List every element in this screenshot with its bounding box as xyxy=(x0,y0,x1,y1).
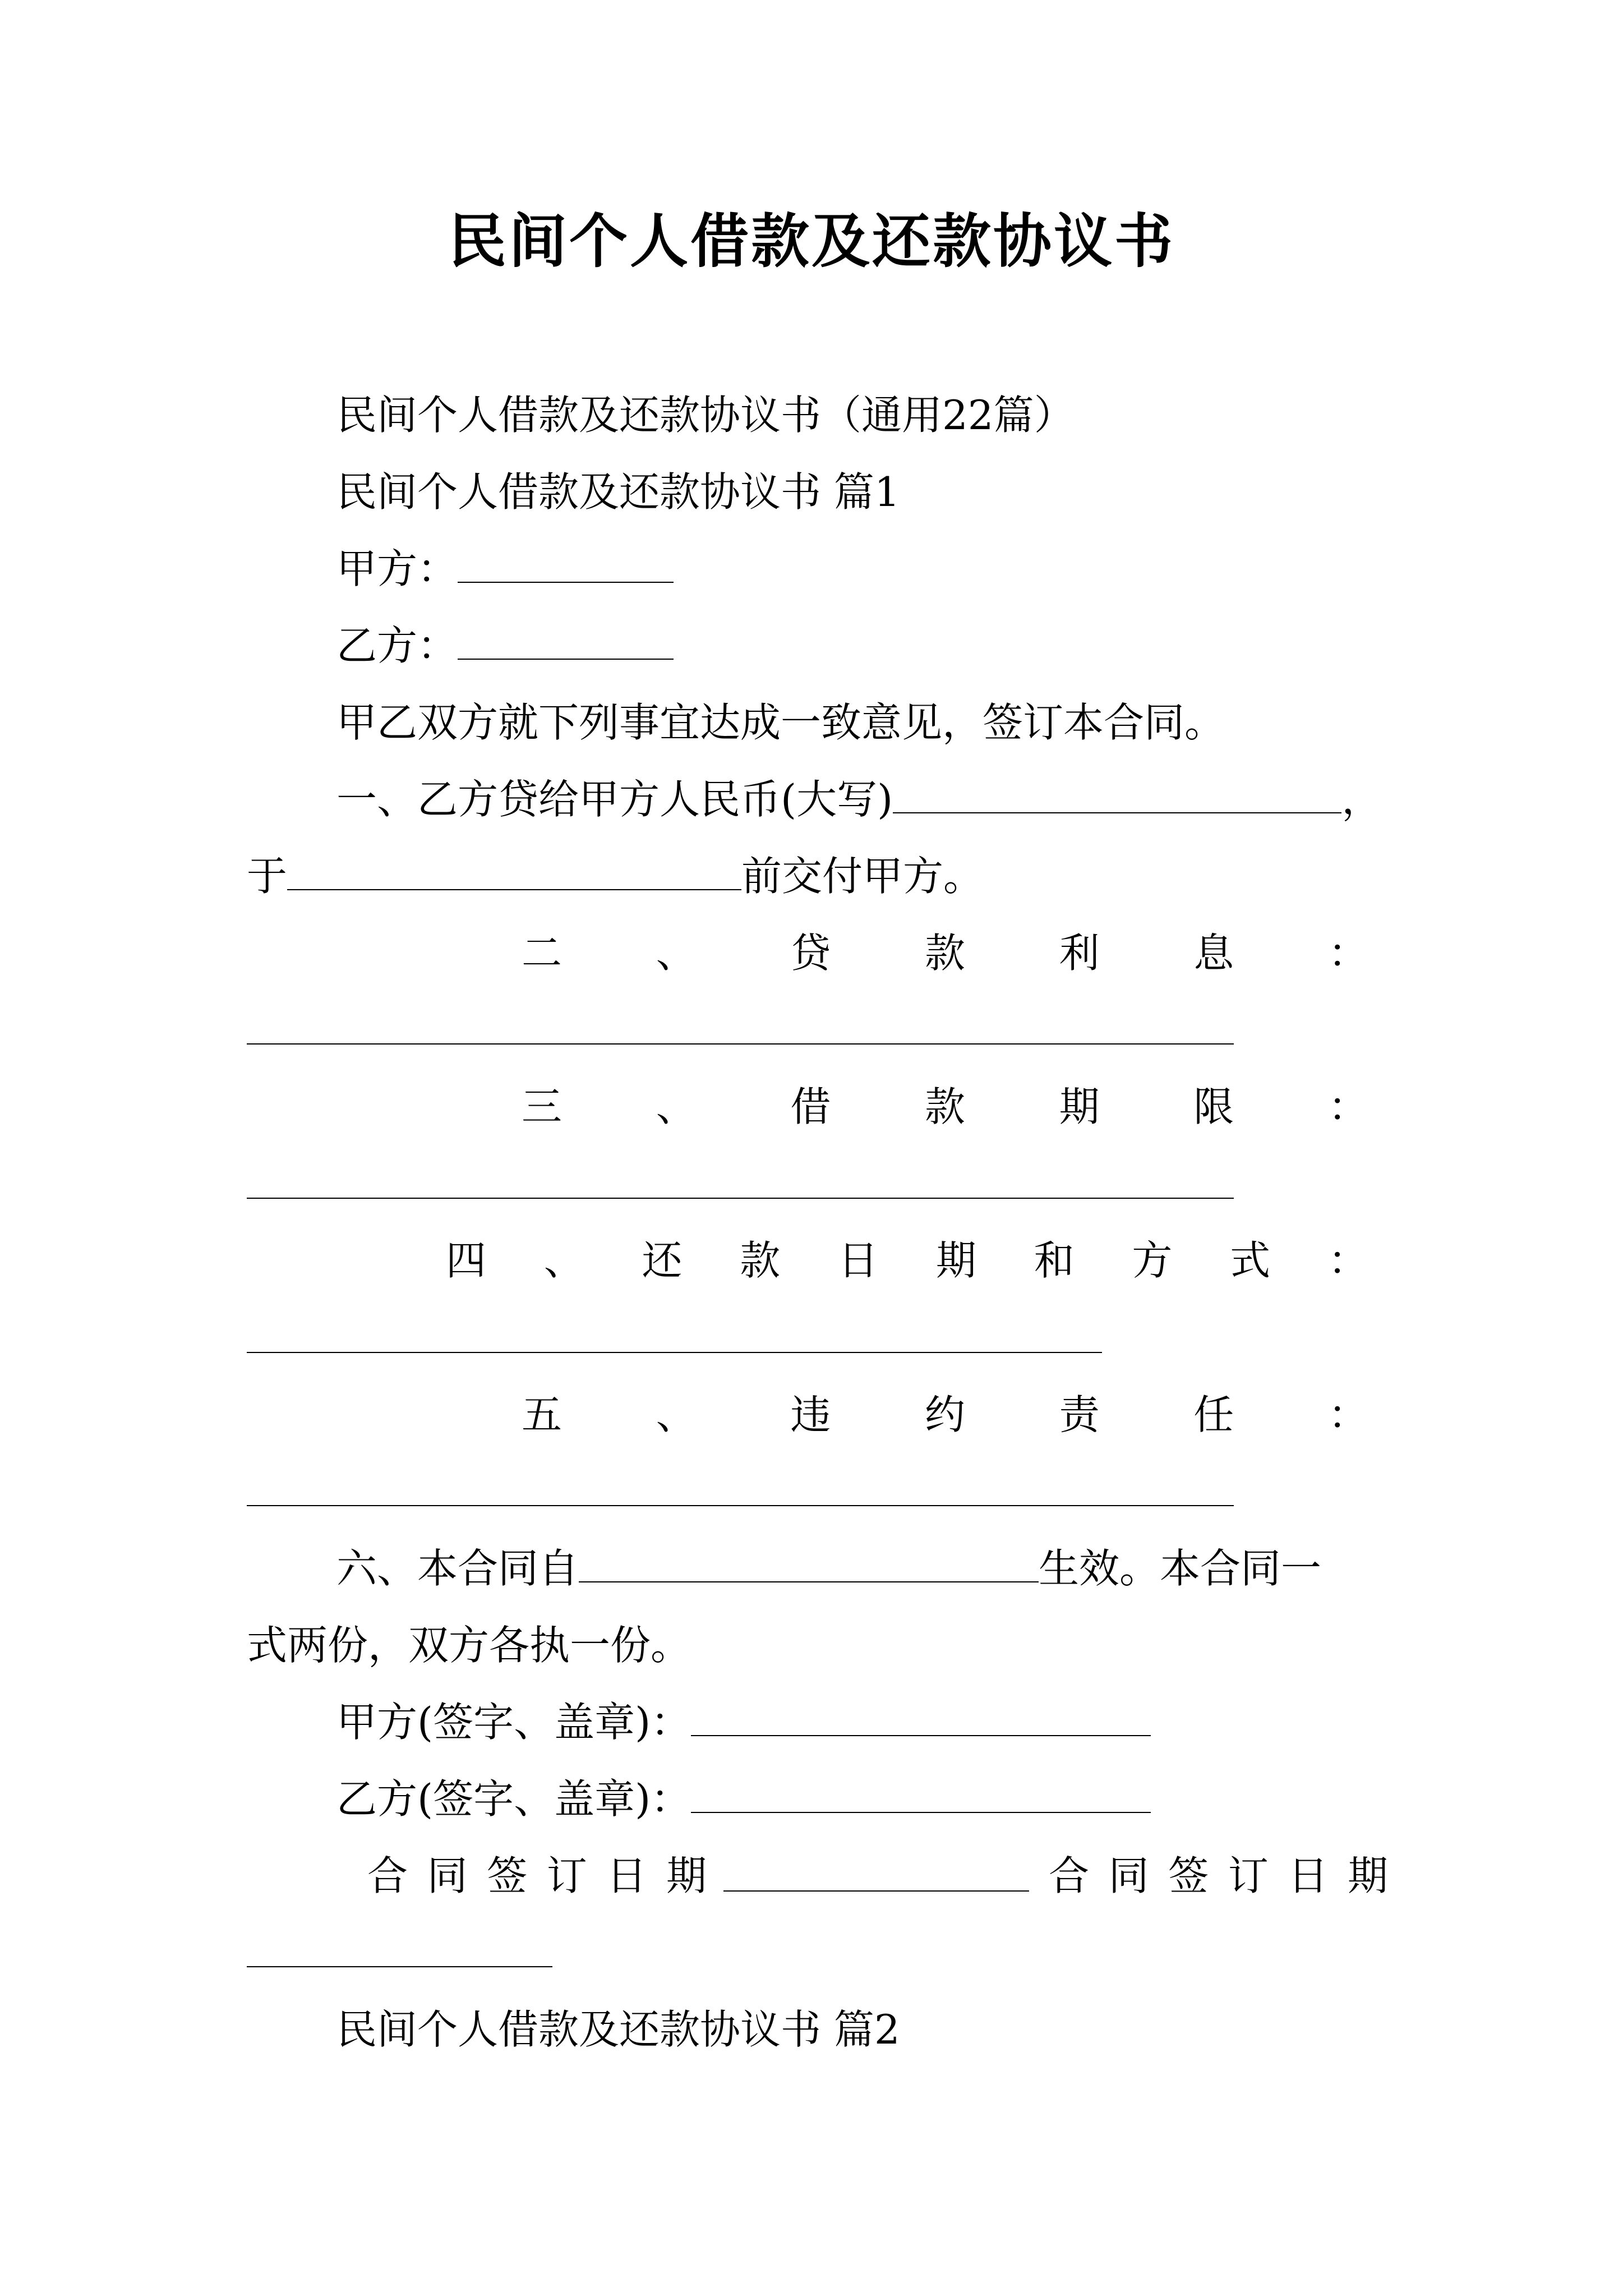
clause-5-heading xyxy=(522,1384,1368,1446)
clause-2-char: ： xyxy=(1327,930,1368,977)
clause-3-char: 借 xyxy=(790,1083,831,1130)
section-heading-1: 民间个人借款及还款协议书 篇1 xyxy=(336,468,900,516)
sign-date-char: 日 xyxy=(1288,1852,1329,1899)
sign-b-blank xyxy=(691,1773,1151,1813)
clause-5-blank xyxy=(247,1505,1234,1506)
clause-1-text: 一、乙方贷给甲方人民币(大写) xyxy=(336,776,893,823)
amount-blank xyxy=(893,773,1341,813)
clause-4-char: 方 xyxy=(1132,1237,1173,1284)
clause-3-char: 款 xyxy=(924,1083,965,1130)
sign-date-char: 日 xyxy=(606,1852,647,1899)
clause-2-char: 息 xyxy=(1193,930,1234,977)
clause-3-heading xyxy=(522,1076,1368,1138)
clause-1-suffix: 前交付甲方。 xyxy=(741,853,984,900)
intro-paragraph: 甲乙双方就下列事宜达成一致意见，签订本合同。 xyxy=(336,699,1225,746)
clause-5-char: 五 xyxy=(522,1391,562,1438)
sign-date-char: 合 xyxy=(367,1852,408,1899)
sign-date-label-2 xyxy=(1049,1845,1388,1907)
clause-4-blank xyxy=(247,1352,1102,1353)
clause-5-char: ： xyxy=(1327,1391,1368,1438)
sign-date-char: 期 xyxy=(666,1852,707,1899)
sign-date-char: 期 xyxy=(1347,1852,1388,1899)
clause-4-char: 期 xyxy=(935,1237,976,1284)
clause-4-char: 还 xyxy=(642,1237,683,1284)
clause-3-char: 三 xyxy=(522,1083,562,1130)
clause-4-char: 款 xyxy=(740,1237,781,1284)
clause-6-line-b: 式两份，双方各执一份。 xyxy=(247,1622,691,1669)
clause-4-heading xyxy=(446,1230,1368,1291)
document-subtitle: 民间个人借款及还款协议书（通用22篇） xyxy=(336,392,1075,439)
clause-5-char: 违 xyxy=(790,1391,831,1438)
party-b-label: 乙方： xyxy=(336,622,458,669)
clause-5-char: 约 xyxy=(924,1391,965,1438)
sign-a-label: 甲方(签字、盖章)： xyxy=(336,1699,691,1746)
clause-4-char: 式 xyxy=(1230,1237,1271,1284)
sign-a-line xyxy=(336,1691,1151,1753)
clause-4-char: 日 xyxy=(838,1237,879,1284)
sign-date-char: 同 xyxy=(427,1852,468,1899)
clause-2-char: 利 xyxy=(1059,930,1100,977)
clause-2-char: 、 xyxy=(656,930,697,977)
clause-4-char: ： xyxy=(1327,1237,1368,1284)
clause-6-text-b: 生效。本合同一 xyxy=(1039,1545,1322,1592)
clause-4-char: 和 xyxy=(1034,1237,1075,1284)
effective-date-blank xyxy=(579,1542,1039,1582)
clause-1-line-a xyxy=(336,769,1382,830)
clause-6-text-a: 六、本合同自 xyxy=(336,1545,579,1592)
clause-6-line-a xyxy=(336,1538,1321,1599)
clause-3-char: 、 xyxy=(656,1083,697,1130)
party-a-line xyxy=(336,538,674,600)
delivery-date-blank xyxy=(287,850,741,890)
clause-2-heading xyxy=(522,922,1368,984)
sign-b-label: 乙方(签字、盖章)： xyxy=(336,1775,691,1823)
sign-date-char: 签 xyxy=(487,1852,528,1899)
clause-3-char: 限 xyxy=(1193,1083,1234,1130)
clause-4-char: 四 xyxy=(446,1237,487,1284)
clause-3-char: ： xyxy=(1327,1083,1368,1130)
sign-date-char: 签 xyxy=(1168,1852,1209,1899)
document-title: 民间个人借款及还款协议书 xyxy=(448,206,1175,275)
sign-date-blank-1 xyxy=(723,1890,1029,1892)
clause-5-char: 、 xyxy=(656,1391,697,1438)
sign-date-char: 同 xyxy=(1108,1852,1149,1899)
sign-date-char: 订 xyxy=(546,1852,587,1899)
clause-3-blank xyxy=(247,1198,1234,1199)
clause-1-line-b xyxy=(247,845,984,907)
clause-5-char: 任 xyxy=(1193,1391,1234,1438)
sign-date-label-1 xyxy=(367,1845,707,1907)
clause-2-char: 贷 xyxy=(790,930,831,977)
sign-date-blank-2 xyxy=(247,1966,552,1967)
sign-b-line xyxy=(336,1768,1151,1830)
party-b-line xyxy=(336,615,674,677)
party-b-blank xyxy=(458,619,674,660)
party-a-label: 甲方： xyxy=(336,545,458,592)
clause-1-comma: ， xyxy=(1341,776,1382,823)
clause-5-char: 责 xyxy=(1059,1391,1100,1438)
clause-3-char: 期 xyxy=(1059,1083,1100,1130)
clause-2-char: 二 xyxy=(522,930,562,977)
section-heading-2: 民间个人借款及还款协议书 篇2 xyxy=(336,2006,900,2053)
party-a-blank xyxy=(458,542,674,583)
sign-date-char: 合 xyxy=(1049,1852,1090,1899)
sign-date-char: 订 xyxy=(1228,1852,1269,1899)
clause-2-char: 款 xyxy=(924,930,965,977)
sign-a-blank xyxy=(691,1696,1151,1736)
clause-4-char: 、 xyxy=(543,1237,584,1284)
clause-2-blank xyxy=(247,1043,1234,1045)
clause-1-prefix: 于 xyxy=(247,853,288,900)
